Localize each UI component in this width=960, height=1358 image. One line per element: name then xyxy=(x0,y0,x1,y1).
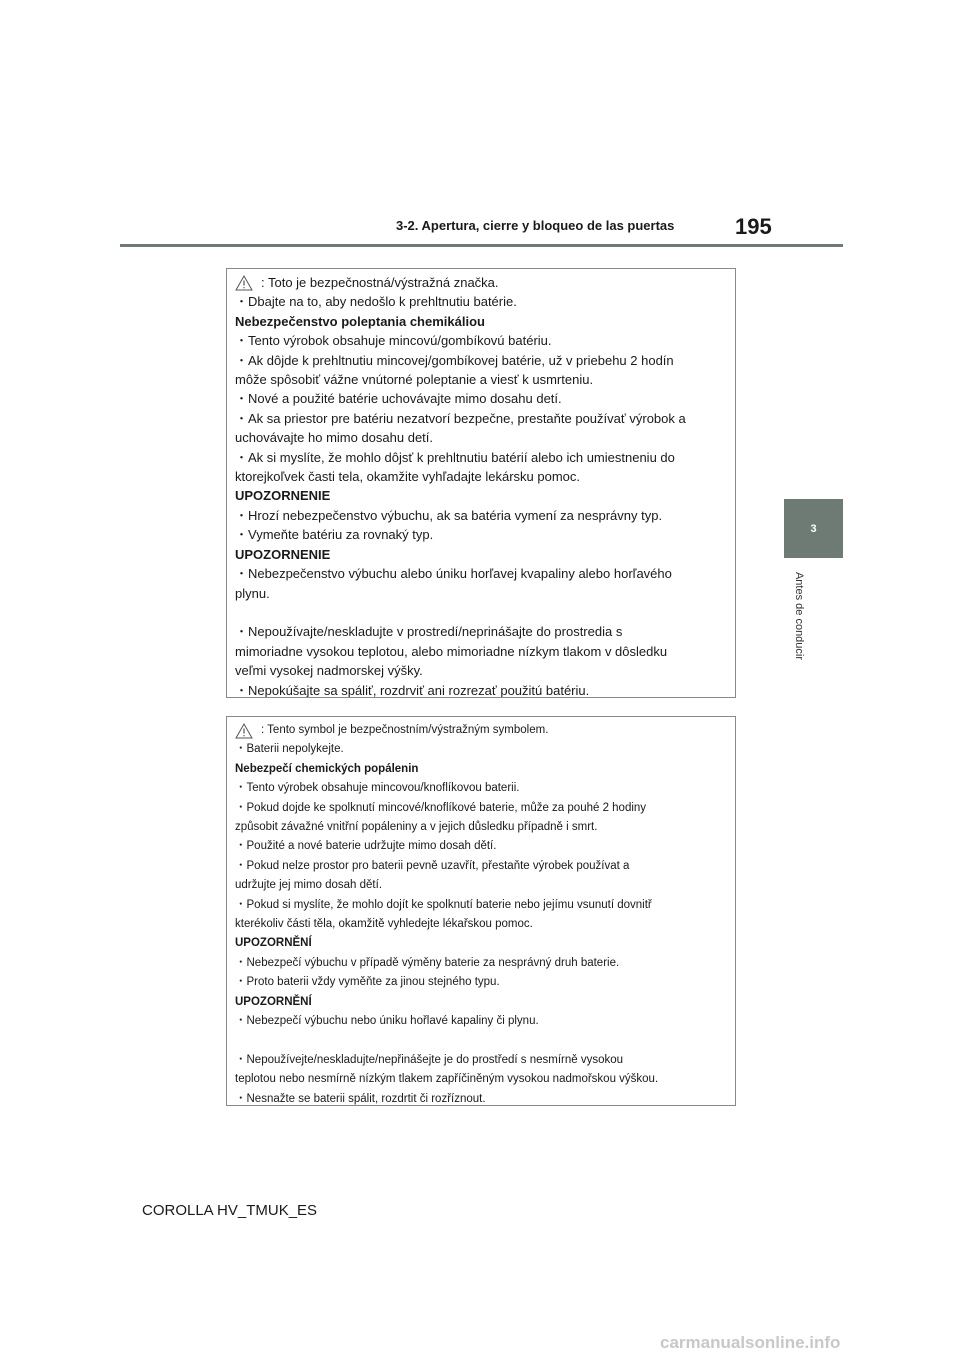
warning-line: ・Nesnažte se baterii spálit, rozdrtit či rozříznout. xyxy=(235,1092,486,1105)
warning-heading: Nebezpečí chemických popálenin xyxy=(235,762,419,775)
warning-line: ・Ak sa priestor pre batériu nezatvorí bezpečne, prestaňte používať výrobok a xyxy=(235,410,686,426)
warning-line: ktorejkoľvek časti tela, okamžite vyhľadajte lekársku pomoc. xyxy=(235,469,581,485)
warning-heading: UPOZORNENIE xyxy=(235,546,331,562)
warning-line: ・Nebezpečí výbuchu nebo úniku hořlavé kapaliny či plynu. xyxy=(235,1015,539,1028)
warning-line: ・Baterii nepolykejte. xyxy=(235,743,344,756)
warning-line: ・Pokud si myslíte, že mohlo dojít ke spolknutí baterie nebo jejímu vsunutí dovnitř xyxy=(235,898,652,911)
warning-line: způsobit závažné vnitřní popáleniny a v jejich důsledku případně i smrt. xyxy=(235,821,598,834)
warning-line: ・Nepoužívejte/neskladujte/nepřinášejte je do prostředí s nesmírně vysokou xyxy=(235,1053,624,1066)
warning-line: ・Tento výrobek obsahuje mincovou/knoflíkovou baterii. xyxy=(235,782,520,795)
slovak-warning-box xyxy=(226,268,736,698)
warning-line: mimoriadne vysokou teplotou, alebo mimoriadne nízkym tlakom v dôsledku xyxy=(235,643,668,659)
warning-line xyxy=(235,273,729,292)
warning-line: ・Použité a nové baterie udržujte mimo dosah dětí. xyxy=(235,840,497,853)
warning-line: kterékoliv části těla, okamžitě vyhledejte lékařskou pomoc. xyxy=(235,918,533,931)
warning-line: ・Vymeňte batériu za rovnaký typ. xyxy=(235,527,434,543)
warning-triangle-icon xyxy=(235,723,253,739)
section-title: 3-2. Apertura, cierre y bloqueo de las puertas xyxy=(396,218,675,233)
warning-line xyxy=(235,603,729,622)
warning-symbol-caption: : Tento symbol je bezpečnostním/výstražným symbolem. xyxy=(261,724,549,736)
warning-line: ・Tento výrobok obsahuje mincovú/gombíkovú batériu. xyxy=(235,333,552,349)
warning-line: môže spôsobiť vážne vnútorné poleptanie a viesť k usmrteniu. xyxy=(235,372,594,388)
warning-line: ・Pokud nelze prostor pro baterii pevně uzavřít, přestaňte výrobek používat a xyxy=(235,859,630,872)
warning-line xyxy=(235,721,729,740)
model-code: COROLLA HV_TMUK_ES xyxy=(142,1202,318,1219)
warning-triangle-icon xyxy=(235,275,253,291)
warning-line: ・Nebezpečenstvo výbuchu alebo úniku horľavej kvapaliny alebo horľavého xyxy=(235,566,672,582)
warning-heading: Nebezpečenstvo poleptania chemikáliou xyxy=(235,313,485,329)
warning-line: ・Ak dôjde k prehltnutiu mincovej/gombíkovej batérie, už v priebehu 2 hodín xyxy=(235,352,674,368)
warning-line: ・Pokud dojde ke spolknutí mincové/knoflíkové baterie, může za pouhé 2 hodiny xyxy=(235,801,647,814)
warning-line: ・Nové a použité batérie uchovávajte mimo dosahu detí. xyxy=(235,391,562,407)
warning-line: ・Nepoužívajte/neskladujte v prostredí/neprinášajte do prostredia s xyxy=(235,624,623,640)
warning-line: ・Nebezpečí výbuchu v případě výměny baterie za nesprávný druh baterie. xyxy=(235,956,620,969)
page-number: 195 xyxy=(735,214,772,239)
chapter-label: Antes de conducir xyxy=(793,571,805,661)
warning-line: udržujte jej mimo dosah dětí. xyxy=(235,879,383,892)
warning-line: plynu. xyxy=(235,585,270,601)
watermark: carmanualsonline.info xyxy=(660,1333,841,1352)
warning-line: ・Ak si myslíte, že mohlo dôjsť k prehltnutiu batérií alebo ich umiestneniu do xyxy=(235,449,675,465)
warning-line: teplotou nebo nesmírně nízkým tlakem zapříčiněným vysokou nadmořskou výškou. xyxy=(235,1073,659,1086)
czech-warning-box xyxy=(226,716,736,1106)
warning-line: uchovávajte ho mimo dosahu detí. xyxy=(235,430,434,446)
warning-heading: UPOZORNĚNÍ xyxy=(235,937,312,950)
warning-line: ・Hrozí nebezpečenstvo výbuchu, ak sa batéria vymení za nesprávny typ. xyxy=(235,507,663,523)
warning-symbol-caption: : Toto je bezpečnostná/výstražná značka. xyxy=(261,275,499,290)
warning-heading: UPOZORNENIE xyxy=(235,488,331,504)
warning-line: ・Nepokúšajte sa spáliť, rozdrviť ani rozrezať použitú batériu. xyxy=(235,682,590,698)
warning-line: veľmi vysokej nadmorskej výšky. xyxy=(235,663,423,679)
header-rule xyxy=(120,244,843,247)
warning-heading: UPOZORNĚNÍ xyxy=(235,995,312,1008)
chapter-number: 3 xyxy=(810,522,817,535)
warning-line xyxy=(235,1032,729,1051)
warning-line: ・Dbajte na to, aby nedošlo k prehltnutiu batérie. xyxy=(235,294,517,310)
warning-line: ・Proto baterii vždy vyměňte za jinou stejného typu. xyxy=(235,976,500,989)
